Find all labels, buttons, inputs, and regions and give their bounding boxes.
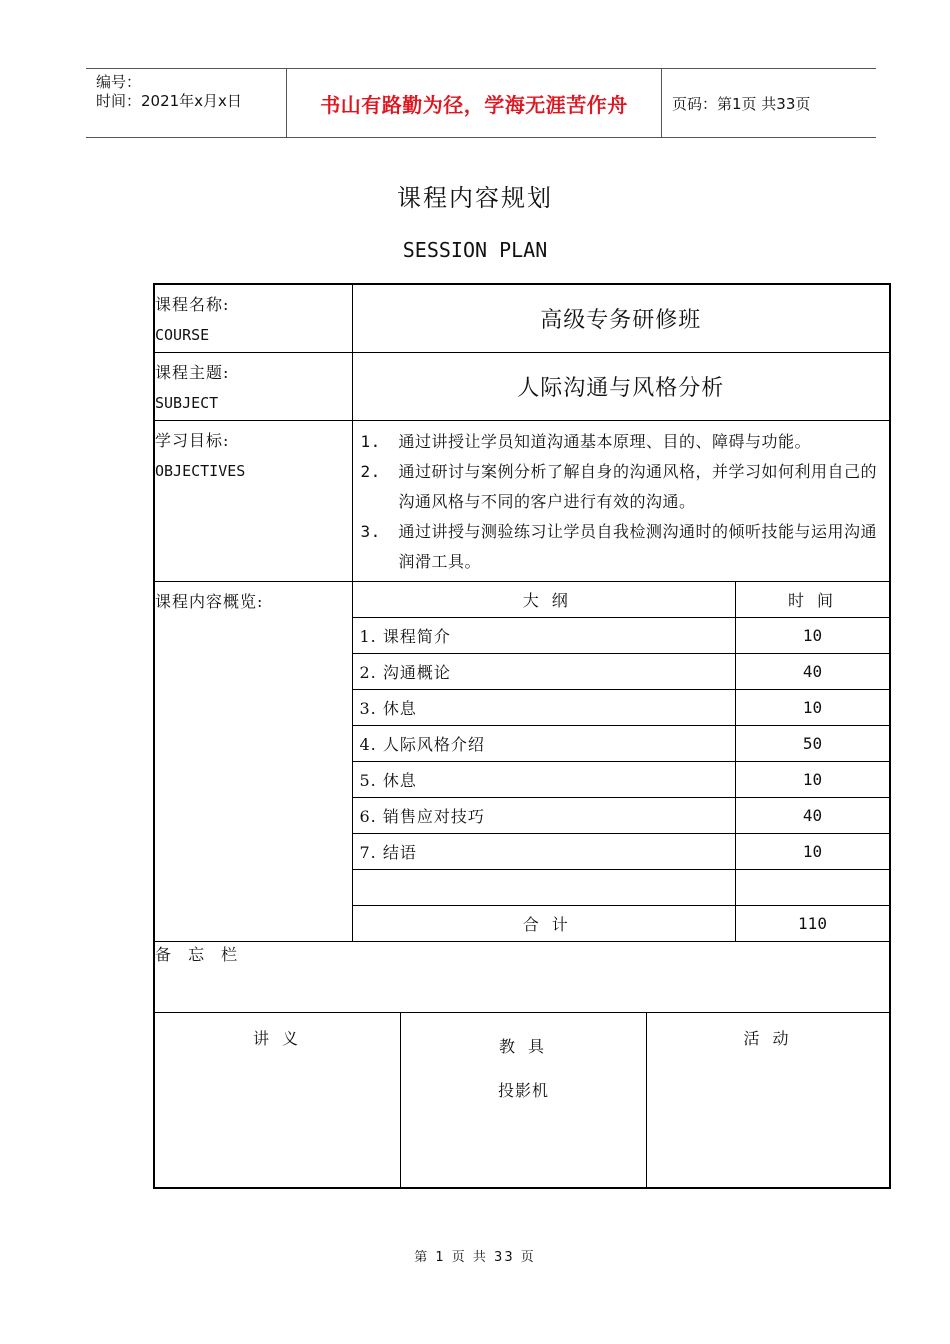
resources-columns <box>155 1013 889 1187</box>
outline-table <box>353 582 890 941</box>
outline-time: 10 <box>736 617 890 653</box>
memo-label: 备 忘 栏 <box>154 941 890 1012</box>
course-label-cn: 课程名称: <box>155 295 230 314</box>
resources-cell <box>154 1012 890 1188</box>
overview-label: 课程内容概览: <box>154 581 352 941</box>
table-row <box>353 833 890 869</box>
session-plan-table <box>153 283 891 1189</box>
header-page-info: 页码：第1页 共33页 <box>672 94 811 113</box>
objective-number: 3. <box>360 521 381 541</box>
course-value: 高级专务研修班 <box>352 284 890 352</box>
table-row <box>353 617 890 653</box>
page-title: 课程内容规划 <box>397 184 553 212</box>
table-row <box>353 797 890 833</box>
objective-item <box>361 427 880 457</box>
total-value: 110 <box>736 905 890 941</box>
number-label: 编号： <box>96 73 142 91</box>
outline-time <box>736 869 890 905</box>
page-subtitle: SESSION PLAN <box>402 238 548 262</box>
subject-label <box>154 352 352 420</box>
objective-number: 1. <box>360 431 381 451</box>
outline-item: 7. 结语 <box>353 833 736 869</box>
memo-row <box>154 941 890 1012</box>
objectives-row <box>154 420 890 581</box>
outline-item: 2. 沟通概论 <box>353 653 736 689</box>
outline-item <box>353 869 736 905</box>
outline-time: 40 <box>736 653 890 689</box>
tools-value: 投影机 <box>497 1080 549 1100</box>
tools-label: 教 具 <box>498 1036 549 1056</box>
subject-row <box>154 352 890 420</box>
objective-item <box>361 517 880 577</box>
objectives-content <box>352 420 890 581</box>
page-header <box>86 68 876 138</box>
outline-header <box>353 582 890 618</box>
outline-time: 10 <box>736 761 890 797</box>
outline-time: 10 <box>736 833 890 869</box>
outline-item: 1. 课程简介 <box>353 617 736 653</box>
page-footer: 第 1 页 共 33 页 <box>414 1250 536 1265</box>
header-motto: 书山有路勤为径，学海无涯苦作舟 <box>286 69 662 137</box>
outline-item: 6. 销售应对技巧 <box>353 797 736 833</box>
overview-content <box>352 581 890 941</box>
objectives-label-cn: 学习目标: <box>155 430 230 450</box>
outline-item: 4. 人际风格介绍 <box>353 725 736 761</box>
outline-time: 50 <box>736 725 890 761</box>
objective-text: 通过研讨与案例分析了解自身的沟通风格，并学习如何利用自己的沟通风格与不同的客户进行有效的沟通。 <box>398 461 878 511</box>
objectives-label <box>154 420 352 581</box>
course-label <box>154 284 352 352</box>
objective-number: 2. <box>360 461 381 481</box>
total-label: 合 计 <box>522 914 572 934</box>
outline-time: 40 <box>736 797 890 833</box>
objective-text: 通过讲授与测验练习让学员自我检测沟通时的倾听技能与运用沟通润滑工具。 <box>398 521 878 571</box>
subject-label-en: SUBJECT <box>155 393 219 412</box>
objective-text: 通过讲授让学员知道沟通基本原理、目的、障碍与功能。 <box>398 431 812 451</box>
table-row <box>353 761 890 797</box>
overview-row <box>154 581 890 941</box>
objective-item <box>361 457 880 517</box>
course-row <box>154 284 890 352</box>
table-row <box>353 869 890 905</box>
activity-label: 活 动 <box>743 1028 793 1048</box>
table-row <box>353 653 890 689</box>
objectives-label-en: OBJECTIVES <box>155 461 246 480</box>
subject-value: 人际沟通与风格分析 <box>352 352 890 420</box>
outline-item: 3. 休息 <box>353 689 736 725</box>
tools-column <box>401 1013 647 1187</box>
resources-row <box>154 1012 890 1188</box>
lecture-label: 讲 义 <box>252 1028 303 1048</box>
table-row <box>353 725 890 761</box>
total-row <box>353 905 890 941</box>
outline-item: 5. 休息 <box>353 761 736 797</box>
objectives-list <box>353 421 890 581</box>
outline-time: 10 <box>736 689 890 725</box>
activity-column <box>647 1013 889 1187</box>
lecture-column <box>155 1013 401 1187</box>
time-label: 时间：2021年x月x日 <box>96 92 242 110</box>
outline-col-header: 大 纲 <box>353 582 736 618</box>
time-col-header: 时 间 <box>736 582 890 618</box>
subject-label-cn: 课程主题: <box>155 362 230 382</box>
table-row <box>353 689 890 725</box>
header-meta <box>86 69 286 137</box>
course-label-en: COURSE <box>155 326 210 344</box>
